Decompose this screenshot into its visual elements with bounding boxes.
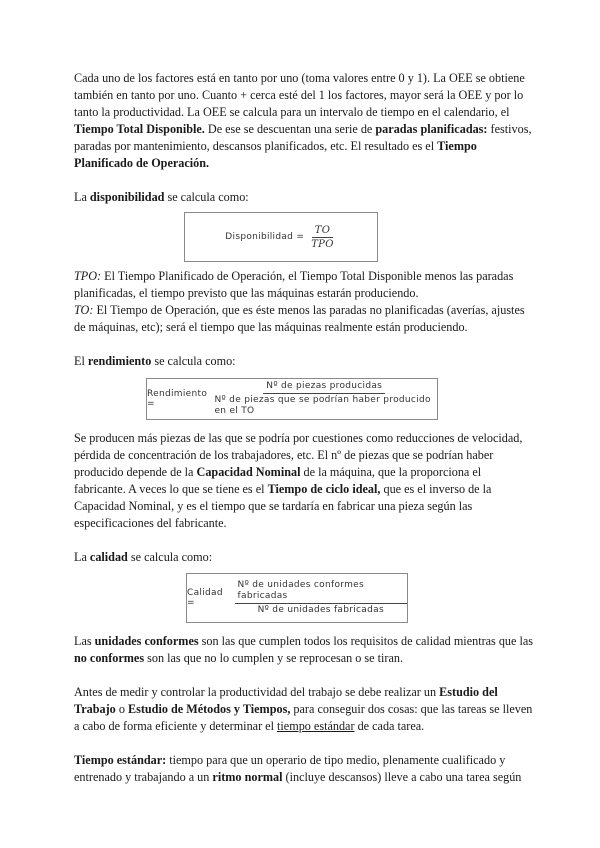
text: tiempo para que un operario de tipo medio, plenamente cualificado y entrenado y trabajando a un <box>74 753 506 784</box>
term-unidades-conformes: unidades conformes <box>94 634 199 648</box>
text: De ese se descuentan una serie de <box>204 122 376 136</box>
text: de cada tarea. <box>354 719 425 733</box>
text: El Tiempo Planificado de Operación, el Tiempo Total Disponible menos las paradas planificadas, el tiempo previsto que las máquinas estarán produciendo. <box>74 269 514 300</box>
term-paradas-planificadas: paradas planificadas: <box>375 122 488 136</box>
fraction-denominator: Nº de unidades fabricadas <box>257 605 384 615</box>
text: o <box>115 702 128 716</box>
paragraph-conformes <box>74 633 534 667</box>
term-estudio-metodos: Estudio de Métodos y Tiempos, <box>127 702 291 716</box>
paragraph-calidad <box>74 549 534 566</box>
fraction-numerator: Nº de piezas producidas <box>263 381 385 394</box>
text: (incluye descansos) lleve a cabo una tarea según <box>282 770 522 784</box>
formula-fraction <box>235 580 407 616</box>
term-calidad: calidad <box>89 550 128 564</box>
text: La <box>74 550 90 564</box>
term-no-conformes: no conformes <box>74 651 145 665</box>
formula-label: Disponibilidad = <box>225 232 305 242</box>
paragraph-tiempo-estandar <box>74 752 534 786</box>
paragraph-disponibilidad <box>74 189 534 206</box>
document-page <box>74 70 534 786</box>
fraction-numerator: TO <box>312 225 333 238</box>
fraction-denominator: Nº de piezas que se podrían haber producido en el TO <box>214 395 431 416</box>
text: Cada uno de los factores está en tanto por uno (toma valores entre 0 y 1). La OEE se obtiene también en tanto por uno. Cuanto + cerca esté del 1 los factores, mayor será la OEE y por lo tanto la productividad. La OEE se calcula para un intervalo de tiempo en el calendario, el <box>74 71 525 119</box>
term-tiempo-ciclo-ideal: Tiempo de ciclo ideal, <box>267 482 381 496</box>
formula-label: Rendimiento = <box>147 389 208 409</box>
formula-label: Calidad = <box>187 588 223 608</box>
paragraph-estudio <box>74 684 534 735</box>
text: Las <box>74 634 95 648</box>
fraction-denominator: TPO <box>311 238 334 250</box>
text: se calcula como: <box>127 550 213 564</box>
text: El <box>74 354 88 368</box>
text: que es el inverso de la Capacidad Nominal, y es el tiempo que se tardaría en fabricar una pieza según las especificaciones del fabricante. <box>74 482 492 530</box>
text: para conseguir dos cosas: que las tareas se lleven a cabo de forma eficiente y determinar el <box>74 702 533 733</box>
paragraph-tpo-definition <box>74 268 534 302</box>
formula-rendimiento <box>146 378 438 420</box>
text: Antes de medir y controlar la productividad del trabajo se debe realizar un <box>74 685 440 699</box>
text: festivos, paradas por mantenimiento, descansos planificados, etc. El resultado es el <box>74 122 532 153</box>
text: Se producen más piezas de las que se podría por cuestiones como reducciones de velocidad, pérdida de concentración de los trabajadores, etc. El nº de piezas que se podrían haber producido depende de la <box>74 431 523 479</box>
formula-fraction <box>211 381 437 417</box>
text: de la máquina, que la proporciona el fabricante. A veces lo que se tiene es el <box>74 465 482 496</box>
term-tpo: TPO: <box>74 269 102 283</box>
paragraph-piezas <box>74 430 534 532</box>
term-to: TO: <box>74 303 94 317</box>
formula-fraction <box>308 225 337 250</box>
formula-disponibilidad <box>184 212 378 262</box>
term-estudio-trabajo: Estudio del Trabajo <box>74 685 498 716</box>
term-rendimiento: rendimiento <box>87 354 152 368</box>
text: son las que no lo cumplen y se reprocesan o se tiran. <box>144 651 403 665</box>
text: se calcula como: <box>164 190 249 204</box>
text: La <box>74 190 90 204</box>
term-tiempo-estandar: Tiempo estándar: <box>74 753 167 767</box>
term-tiempo-planificado: Tiempo Planificado de Operación. <box>74 139 477 170</box>
text: El Tiempo de Operación, que es éste menos las paradas no planificadas (averías, ajustes de máquinas, etc); será el tiempo que las máquinas realmente están produciendo. <box>74 303 525 334</box>
fraction-numerator: Nº de unidades conformes fabricadas <box>235 580 407 604</box>
term-disponibilidad: disponibilidad <box>89 190 165 204</box>
term-tiempo-total-disponible: Tiempo Total Disponible. <box>74 122 205 136</box>
term-capacidad-nominal: Capacidad Nominal <box>196 465 301 479</box>
formula-calidad <box>186 573 408 623</box>
paragraph-to-definition <box>74 302 534 336</box>
paragraph-rendimiento <box>74 353 534 370</box>
text: se calcula como: <box>151 354 236 368</box>
paragraph-oee <box>74 70 534 172</box>
term-ritmo-normal: ritmo normal <box>212 770 283 784</box>
term-tiempo-estandar-underlined: tiempo estándar <box>277 719 355 733</box>
text: son las que cumplen todos los requisitos de calidad mientras que las <box>198 634 534 648</box>
